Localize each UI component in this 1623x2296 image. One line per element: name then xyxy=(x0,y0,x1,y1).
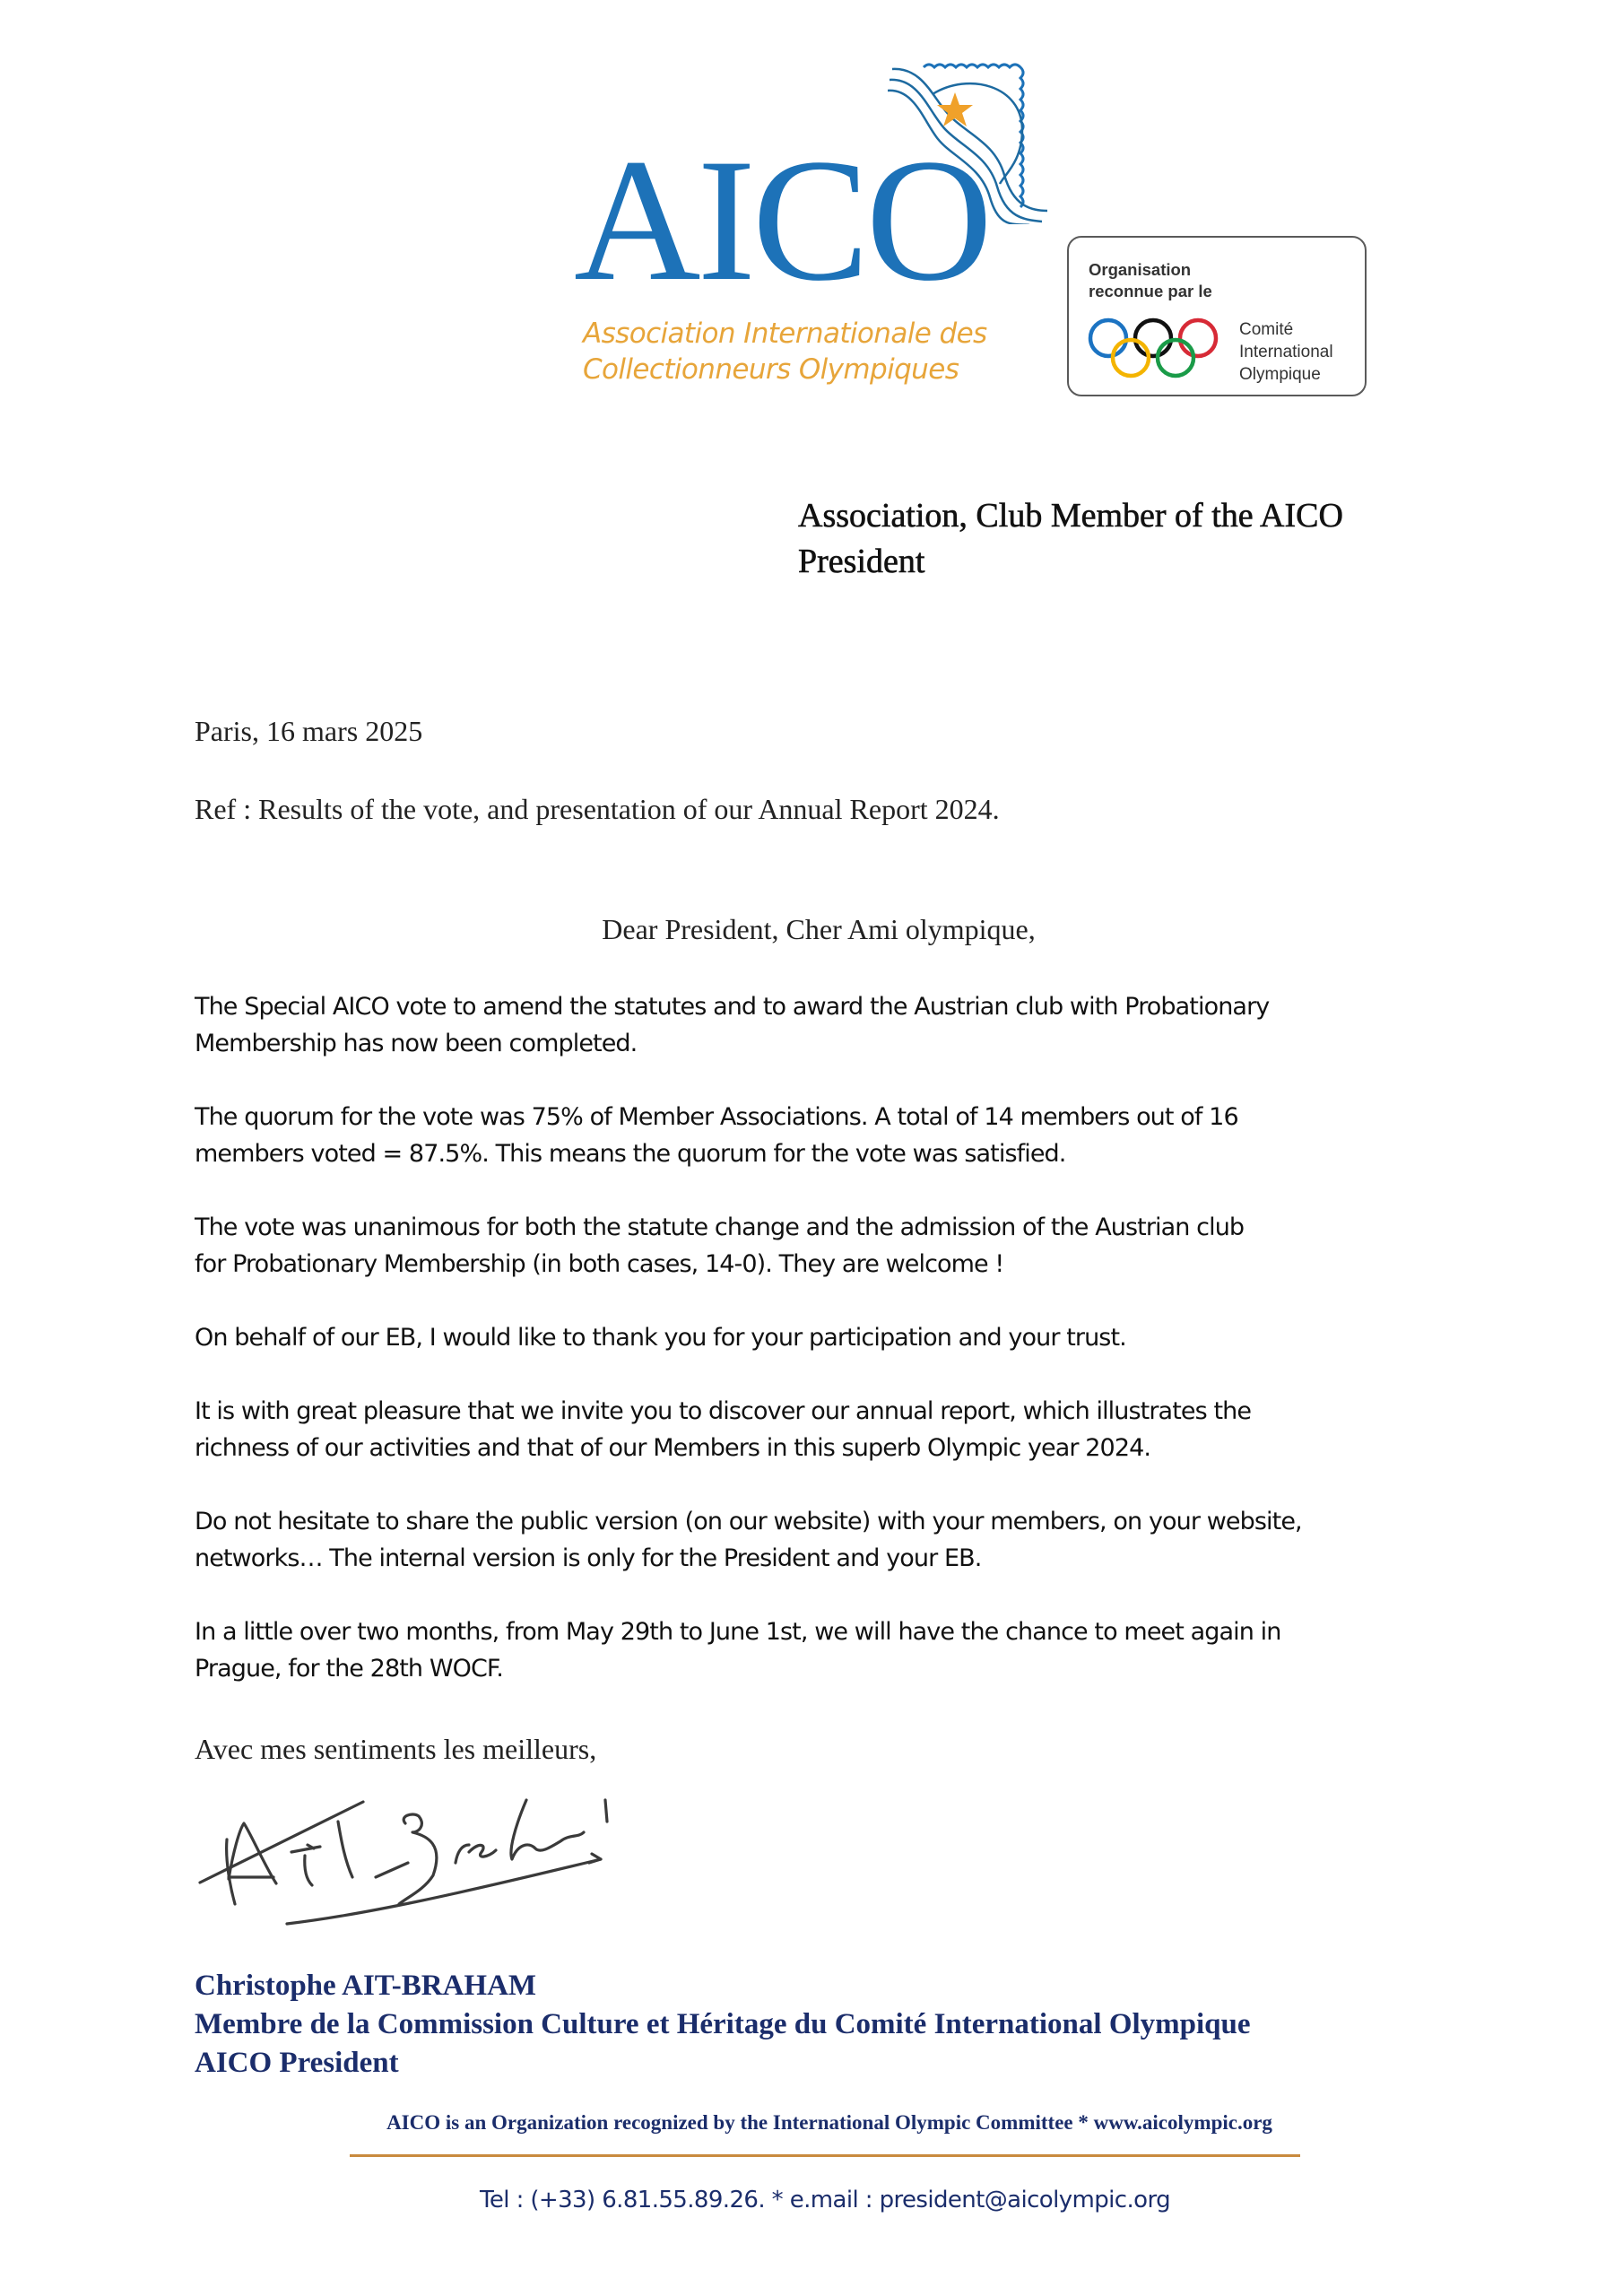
body-paragraph xyxy=(195,1503,1450,1577)
logo-subtitle-line: Association Internationale des xyxy=(583,317,987,350)
body-line: for Probationary Membership (in both cases, 14-0). They are welcome ! xyxy=(195,1250,1004,1278)
letter-salutation: Dear President, Cher Ami olympique, xyxy=(602,913,1036,945)
ioc-caption-line: reconnue par le xyxy=(1089,282,1212,300)
body-paragraph xyxy=(195,1393,1450,1466)
body-line: Do not hesitate to share the public version (on our website) with your members, on your website, xyxy=(195,1508,1302,1535)
olympic-rings-icon xyxy=(1087,317,1221,381)
footer-contact-info: Tel : (+33) 6.81.55.89.26. * e.mail : president@aicolympic.org xyxy=(480,2187,1170,2213)
aico-logo-subtitle xyxy=(583,316,987,387)
body-line: Membership has now been completed. xyxy=(195,1030,638,1057)
postage-stamp-star-icon xyxy=(888,58,1049,224)
body-paragraph xyxy=(195,1613,1450,1687)
addressee-line: President xyxy=(798,543,925,580)
signer-title: AICO President xyxy=(195,2047,399,2079)
ioc-badge-caption xyxy=(1089,259,1212,302)
body-paragraph xyxy=(195,1099,1450,1172)
body-line: The vote was unanimous for both the statute change and the admission of the Austrian club xyxy=(195,1213,1245,1241)
ioc-name-line: Comité xyxy=(1239,320,1294,339)
ioc-name-line: International xyxy=(1239,343,1333,361)
body-line: Prague, for the 28th WOCF. xyxy=(195,1655,503,1683)
signer-role: Membre de la Commission Culture et Héritage du Comité International Olympique xyxy=(195,2008,1251,2040)
addressee-line: Association, Club Member of the AICO xyxy=(798,497,1343,535)
footer-recognition-note: AICO is an Organization recognized by the International Olympic Committee * www.aicolympic.org xyxy=(386,2111,1272,2134)
letter-date: Paris, 16 mars 2025 xyxy=(195,715,423,747)
ioc-name xyxy=(1239,318,1333,386)
signer-block xyxy=(195,1967,1251,2083)
ioc-recognition-badge xyxy=(1067,236,1367,396)
signer-name: Christophe AIT-BRAHAM xyxy=(195,1970,537,2002)
body-paragraph xyxy=(195,988,1450,1062)
footer-divider xyxy=(350,2154,1300,2157)
body-line: members voted = 87.5%. This means the quorum for the vote was satisfied. xyxy=(195,1140,1066,1168)
ioc-name-line: Olympique xyxy=(1239,365,1321,384)
body-line: It is with great pleasure that we invite you to discover our annual report, which illustrates the xyxy=(195,1397,1252,1425)
body-line: networks… The internal version is only for the President and your EB. xyxy=(195,1544,982,1572)
letter-reference: Ref : Results of the vote, and presentation of our Annual Report 2024. xyxy=(195,793,1000,825)
addressee-block xyxy=(798,493,1343,585)
body-paragraph xyxy=(195,1209,1450,1283)
body-line: In a little over two months, from May 29th to June 1st, we will have the chance to meet again in xyxy=(195,1618,1281,1646)
logo-subtitle-line: Collectionneurs Olympiques xyxy=(583,353,959,386)
aico-logo-wordmark: AICO xyxy=(574,123,990,317)
letter-closing: Avec mes sentiments les meilleurs, xyxy=(195,1733,597,1765)
body-line: richness of our activities and that of our Members in this superb Olympic year 2024. xyxy=(195,1434,1151,1462)
letter-body xyxy=(195,988,1450,1724)
handwritten-signature-icon xyxy=(184,1789,632,1942)
ioc-caption-line: Organisation xyxy=(1089,260,1192,279)
body-paragraph xyxy=(195,1319,1450,1356)
body-line: On behalf of our EB, I would like to thank you for your participation and your trust. xyxy=(195,1324,1126,1352)
body-line: The quorum for the vote was 75% of Member Associations. A total of 14 members out of 16 xyxy=(195,1103,1238,1131)
body-line: The Special AICO vote to amend the statutes and to award the Austrian club with Probationary xyxy=(195,993,1270,1021)
